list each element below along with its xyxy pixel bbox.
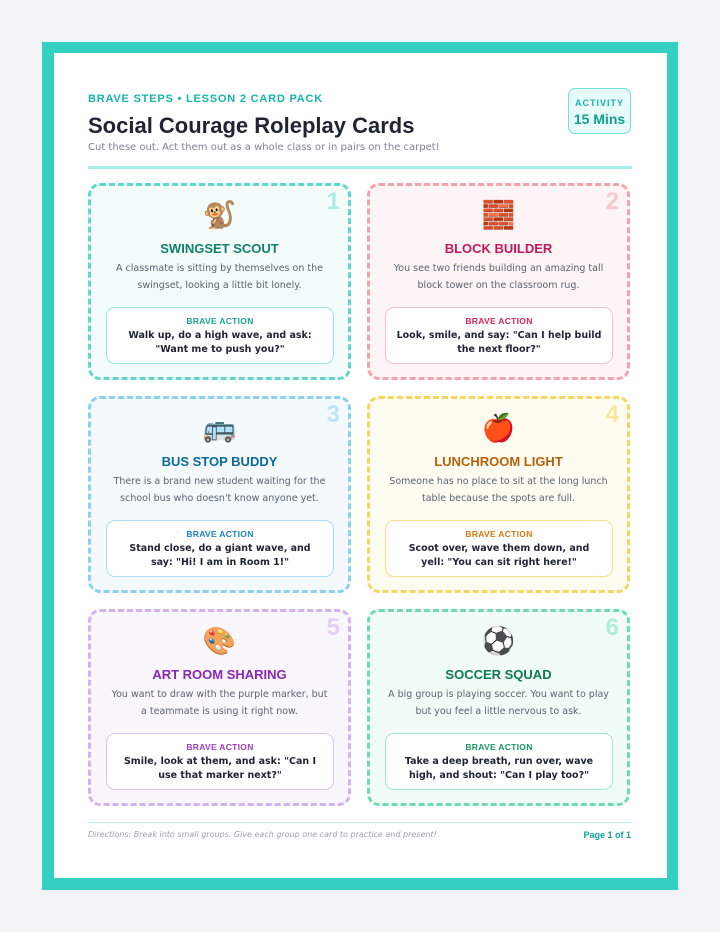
brave-action-text: Walk up, do a high wave, and ask: "Want me to push you?" xyxy=(128,330,312,355)
activity-badge xyxy=(568,88,631,134)
card-title: SOCCER SQUAD xyxy=(445,667,552,682)
card-title: LUNCHROOM LIGHT xyxy=(434,454,563,469)
header-divider xyxy=(88,166,632,169)
activity-badge-value: 15 Mins xyxy=(573,111,626,127)
brave-action-box xyxy=(106,307,334,364)
brave-action-label: BRAVE ACTION xyxy=(465,529,533,539)
card-number: 1 xyxy=(326,188,340,215)
brave-action-label: BRAVE ACTION xyxy=(186,529,254,539)
page-subtitle: Cut these out. Act them out as a whole class or in pairs on the carpet! xyxy=(88,142,440,153)
brave-action-box xyxy=(385,733,613,790)
card-number: 2 xyxy=(605,188,619,215)
brave-action-label: BRAVE ACTION xyxy=(186,316,254,326)
brave-action-box xyxy=(106,733,334,790)
brave-action-box xyxy=(106,520,334,577)
card-description: A classmate is sitting by themselves on the swingset, looking a little bit lonely. xyxy=(116,263,323,291)
apple-icon: 🍎 xyxy=(481,413,516,444)
page-number: Page 1 of 1 xyxy=(583,830,631,840)
brave-action-label: BRAVE ACTION xyxy=(465,316,533,326)
card-number: 5 xyxy=(326,614,340,641)
card-number: 4 xyxy=(605,401,619,428)
brave-action-text: Scoot over, wave them down, and yell: "You can sit right here!" xyxy=(408,543,590,568)
footer-directions: Directions: Break into small groups. Give each group one card to practice and present! xyxy=(88,830,437,839)
brave-action-label: BRAVE ACTION xyxy=(186,742,254,752)
brave-action-label: BRAVE ACTION xyxy=(465,742,533,752)
brave-action-text: Look, smile, and say: "Can I help build the next floor?" xyxy=(396,330,602,355)
footer-divider xyxy=(88,822,632,823)
palette-icon: 🎨 xyxy=(202,626,237,657)
brave-action-box xyxy=(385,307,613,364)
lesson-eyebrow: BRAVE STEPS • LESSON 2 CARD PACK xyxy=(88,93,324,105)
card-description: A big group is playing soccer. You want to play but you feel a little nervous to ask. xyxy=(388,689,609,717)
card-number: 3 xyxy=(326,401,340,428)
brave-action-text: Stand close, do a giant wave, and say: "Hi! I am in Room 1!" xyxy=(129,543,311,568)
card-title: SWINGSET SCOUT xyxy=(160,241,279,256)
card-description: Someone has no place to sit at the long lunch table because the spots are full. xyxy=(389,476,608,504)
roleplay-card-bus-stop-buddy xyxy=(88,396,351,593)
brave-action-text: Take a deep breath, run over, wave high, and shout: "Can I play too?" xyxy=(404,756,594,781)
card-description: You see two friends building an amazing tall block tower on the classroom rug. xyxy=(393,263,604,291)
card-title: ART ROOM SHARING xyxy=(152,667,287,682)
roleplay-card-block-builder xyxy=(367,183,630,380)
activity-badge-label: ACTIVITY xyxy=(574,98,624,108)
page-title: Social Courage Roleplay Cards xyxy=(88,113,415,138)
brave-action-text: Smile, look at them, and ask: "Can I use that marker next?" xyxy=(123,756,317,781)
card-description: You want to draw with the purple marker, but a teammate is using it right now. xyxy=(111,689,328,717)
card-title: BLOCK BUILDER xyxy=(444,241,553,256)
soccer-ball-icon: ⚽ xyxy=(481,626,516,657)
card-description: There is a brand new student waiting for the school bus who doesn't know anyone yet. xyxy=(113,476,326,504)
brick-icon: 🧱 xyxy=(481,200,516,231)
monkey-icon: 🐒 xyxy=(202,200,237,231)
roleplay-card-swingset-scout xyxy=(88,183,351,380)
roleplay-card-art-room-sharing xyxy=(88,609,351,806)
brave-action-box xyxy=(385,520,613,577)
roleplay-card-soccer-squad xyxy=(367,609,630,806)
card-title: BUS STOP BUDDY xyxy=(161,454,278,469)
bus-icon: 🚌 xyxy=(202,413,237,444)
card-number: 6 xyxy=(605,614,619,641)
roleplay-card-lunchroom-light xyxy=(367,396,630,593)
